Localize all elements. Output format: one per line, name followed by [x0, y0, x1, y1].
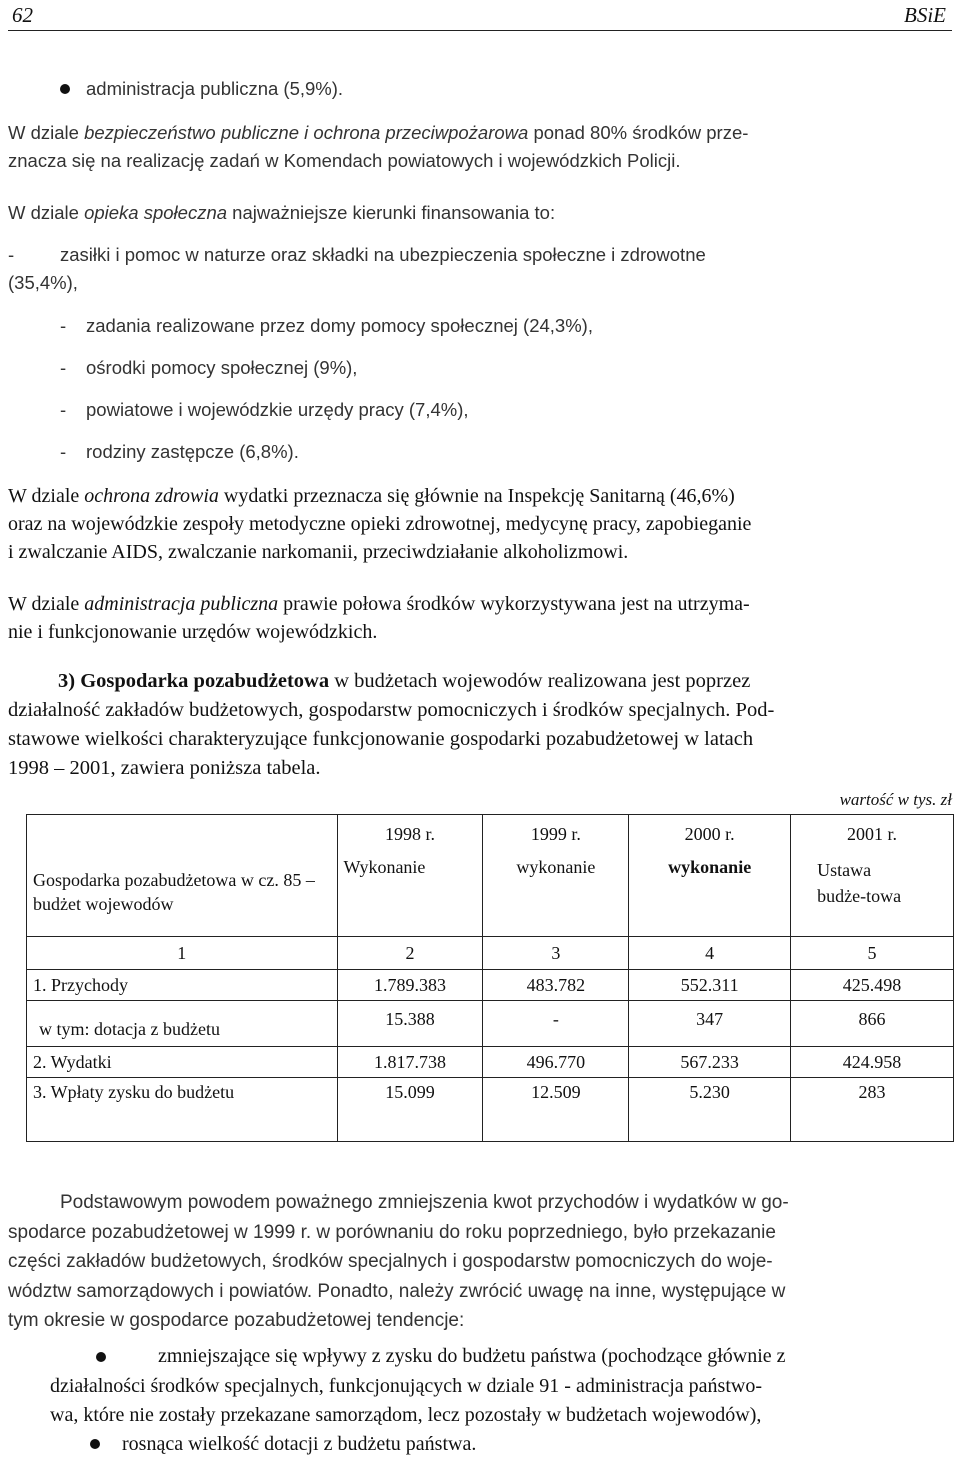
table-row: [27, 1001, 954, 1047]
value-cell: 283: [791, 1078, 954, 1142]
row-label: 3. Wpłaty zysku do budżetu: [27, 1078, 338, 1142]
year-cell: 1998 r.: [337, 815, 483, 845]
column-number: 3: [483, 937, 629, 970]
paragraph-administration: W dziale administracja publiczna prawie połowa środków wykorzystywana jest na utrzyma- nie i funkcjonowanie urzędów wojewódzkich.: [8, 593, 750, 643]
value-cell: 496.770: [483, 1047, 629, 1078]
bullet-item: rosnąca wielkość dotacji z budżetu państwa.: [122, 1433, 477, 1455]
column-number: 5: [791, 937, 954, 970]
column-number: 2: [337, 937, 483, 970]
value-cell: 5.230: [629, 1078, 791, 1142]
value-cell: 12.509: [483, 1078, 629, 1142]
value-cell: 347: [629, 1001, 791, 1047]
dash-item: - zadania realizowane przez domy pomocy społecznej (24,3%),: [60, 315, 593, 336]
value-cell: 567.233: [629, 1047, 791, 1078]
table-row-header: Gospodarka pozabudżetowa w cz. 85 – budżet wojewodów: [27, 815, 338, 937]
type-cell: Ustawa budże-towa: [791, 845, 954, 937]
value-cell: 15.388: [337, 1001, 483, 1047]
column-number: 4: [629, 937, 791, 970]
data-table: [26, 814, 954, 1142]
table-row: [27, 970, 954, 1001]
bullet-item: administracja publiczna (5,9%).: [86, 78, 344, 99]
dash-item: - ośrodki pomocy społecznej (9%),: [60, 357, 358, 378]
header-rule: [8, 30, 952, 31]
value-cell: 483.782: [483, 970, 629, 1001]
row-label: 1. Przychody: [27, 970, 338, 1001]
table-row: [27, 1047, 954, 1078]
dash-item: - powiatowe i wojewódzkie urzędy pracy (7,4%),: [60, 399, 469, 420]
column-number: 1: [27, 937, 338, 970]
value-cell: 1.817.738: [337, 1047, 483, 1078]
row-label: w tym: dotacja z budżetu: [27, 1001, 338, 1047]
value-cell: 866: [791, 1001, 954, 1047]
italic-term: opieka społeczna: [84, 202, 228, 223]
paragraph-reasons: Podstawowym powodem poważnego zmniejszenia kwot przychodów i wydatków w go- spodarce pozabudżetowej w 1999 r. w porównaniu do roku poprzedniego, było przekazanie części zakładów budżetowych, środków specjalnych i gospodarstw pomocniczych do woje- wództw samorządowych i powiatów. Ponadto, należy zwrócić uwagę na inne, występujące w tym okresie w gospodarce pozabudżetowej tendencje:: [8, 1192, 789, 1331]
dash-item: - zasiłki i pomoc w naturze oraz składki na ubezpieczenia społeczne i zdrowotne (35,4%),: [8, 244, 706, 293]
journal-title: BSiE: [904, 3, 946, 27]
year-cell: 2000 r.: [629, 815, 791, 845]
bullet-item: zmniejszające się wpływy z zysku do budżetu państwa (pochodzące głównie z działalności środków specjalnych, funkcjonujących w dziale 91 - administracja państwo- wa, które nie zostały przekazane samorządom, lecz pozostały w budżetach wojewodów),: [50, 1345, 786, 1426]
paragraph-extrabudgetary: 3) Gospodarka pozabudżetowa w budżetach wojewodów realizowana jest poprzez działalność zakładów budżetowych, gospodarstw pomocniczych i środków specjalnych. Pod- stawowe wielkości charakteryzujące funkcjonowanie gospodarki pozabudżetowej w latach 1998 – 2001, zawiera poniższa tabela.: [8, 670, 775, 779]
table-row: [27, 1078, 954, 1142]
italic-term: ochrona zdrowia: [84, 485, 219, 507]
type-cell: wykonanie: [629, 845, 791, 937]
value-cell: 425.498: [791, 970, 954, 1001]
year-cell: 1999 r.: [483, 815, 629, 845]
section-heading: 3) Gospodarka pozabudżetowa: [58, 670, 330, 692]
italic-term: bezpieczeństwo publiczne i ochrona przeciwpożarowa: [84, 122, 529, 143]
row-label: 2. Wydatki: [27, 1047, 338, 1078]
paragraph-health: W dziale ochrona zdrowia wydatki przeznacza się głównie na Inspekcję Sanitarną (46,6%) oraz na wojewódzkie zespoły metodyczne opieki zdrowotnej, medycynę pracy, zapobieganie i zwalczanie AIDS, zwalczanie narkomanii, przeciwdziałanie alkoholizmowi.: [8, 485, 752, 563]
type-cell: Wykonanie: [337, 845, 483, 937]
bullet-icon: [90, 1439, 100, 1449]
value-cell: 552.311: [629, 970, 791, 1001]
bullet-icon: [60, 84, 70, 94]
dash-item: - rodziny zastępcze (6,8%).: [60, 441, 299, 462]
unit-note: wartość w tys. zł: [839, 790, 952, 809]
value-cell: -: [483, 1001, 629, 1047]
italic-term: administracja publiczna: [84, 593, 279, 615]
year-cell: 2001 r.: [791, 815, 954, 845]
page-number: 62: [12, 3, 33, 27]
type-cell: wykonanie: [483, 845, 629, 937]
value-cell: 424.958: [791, 1047, 954, 1078]
value-cell: 1.789.383: [337, 970, 483, 1001]
paragraph-social-care: W dziale opieka społeczna najważniejsze kierunki finansowania to:: [8, 202, 556, 223]
value-cell: 15.099: [337, 1078, 483, 1142]
paragraph-security: W dziale bezpieczeństwo publiczne i ochrona przeciwpożarowa ponad 80% środków prze- znacza się na realizację zadań w Komendach powiatowych i wojewódzkich Policji.: [8, 122, 749, 171]
